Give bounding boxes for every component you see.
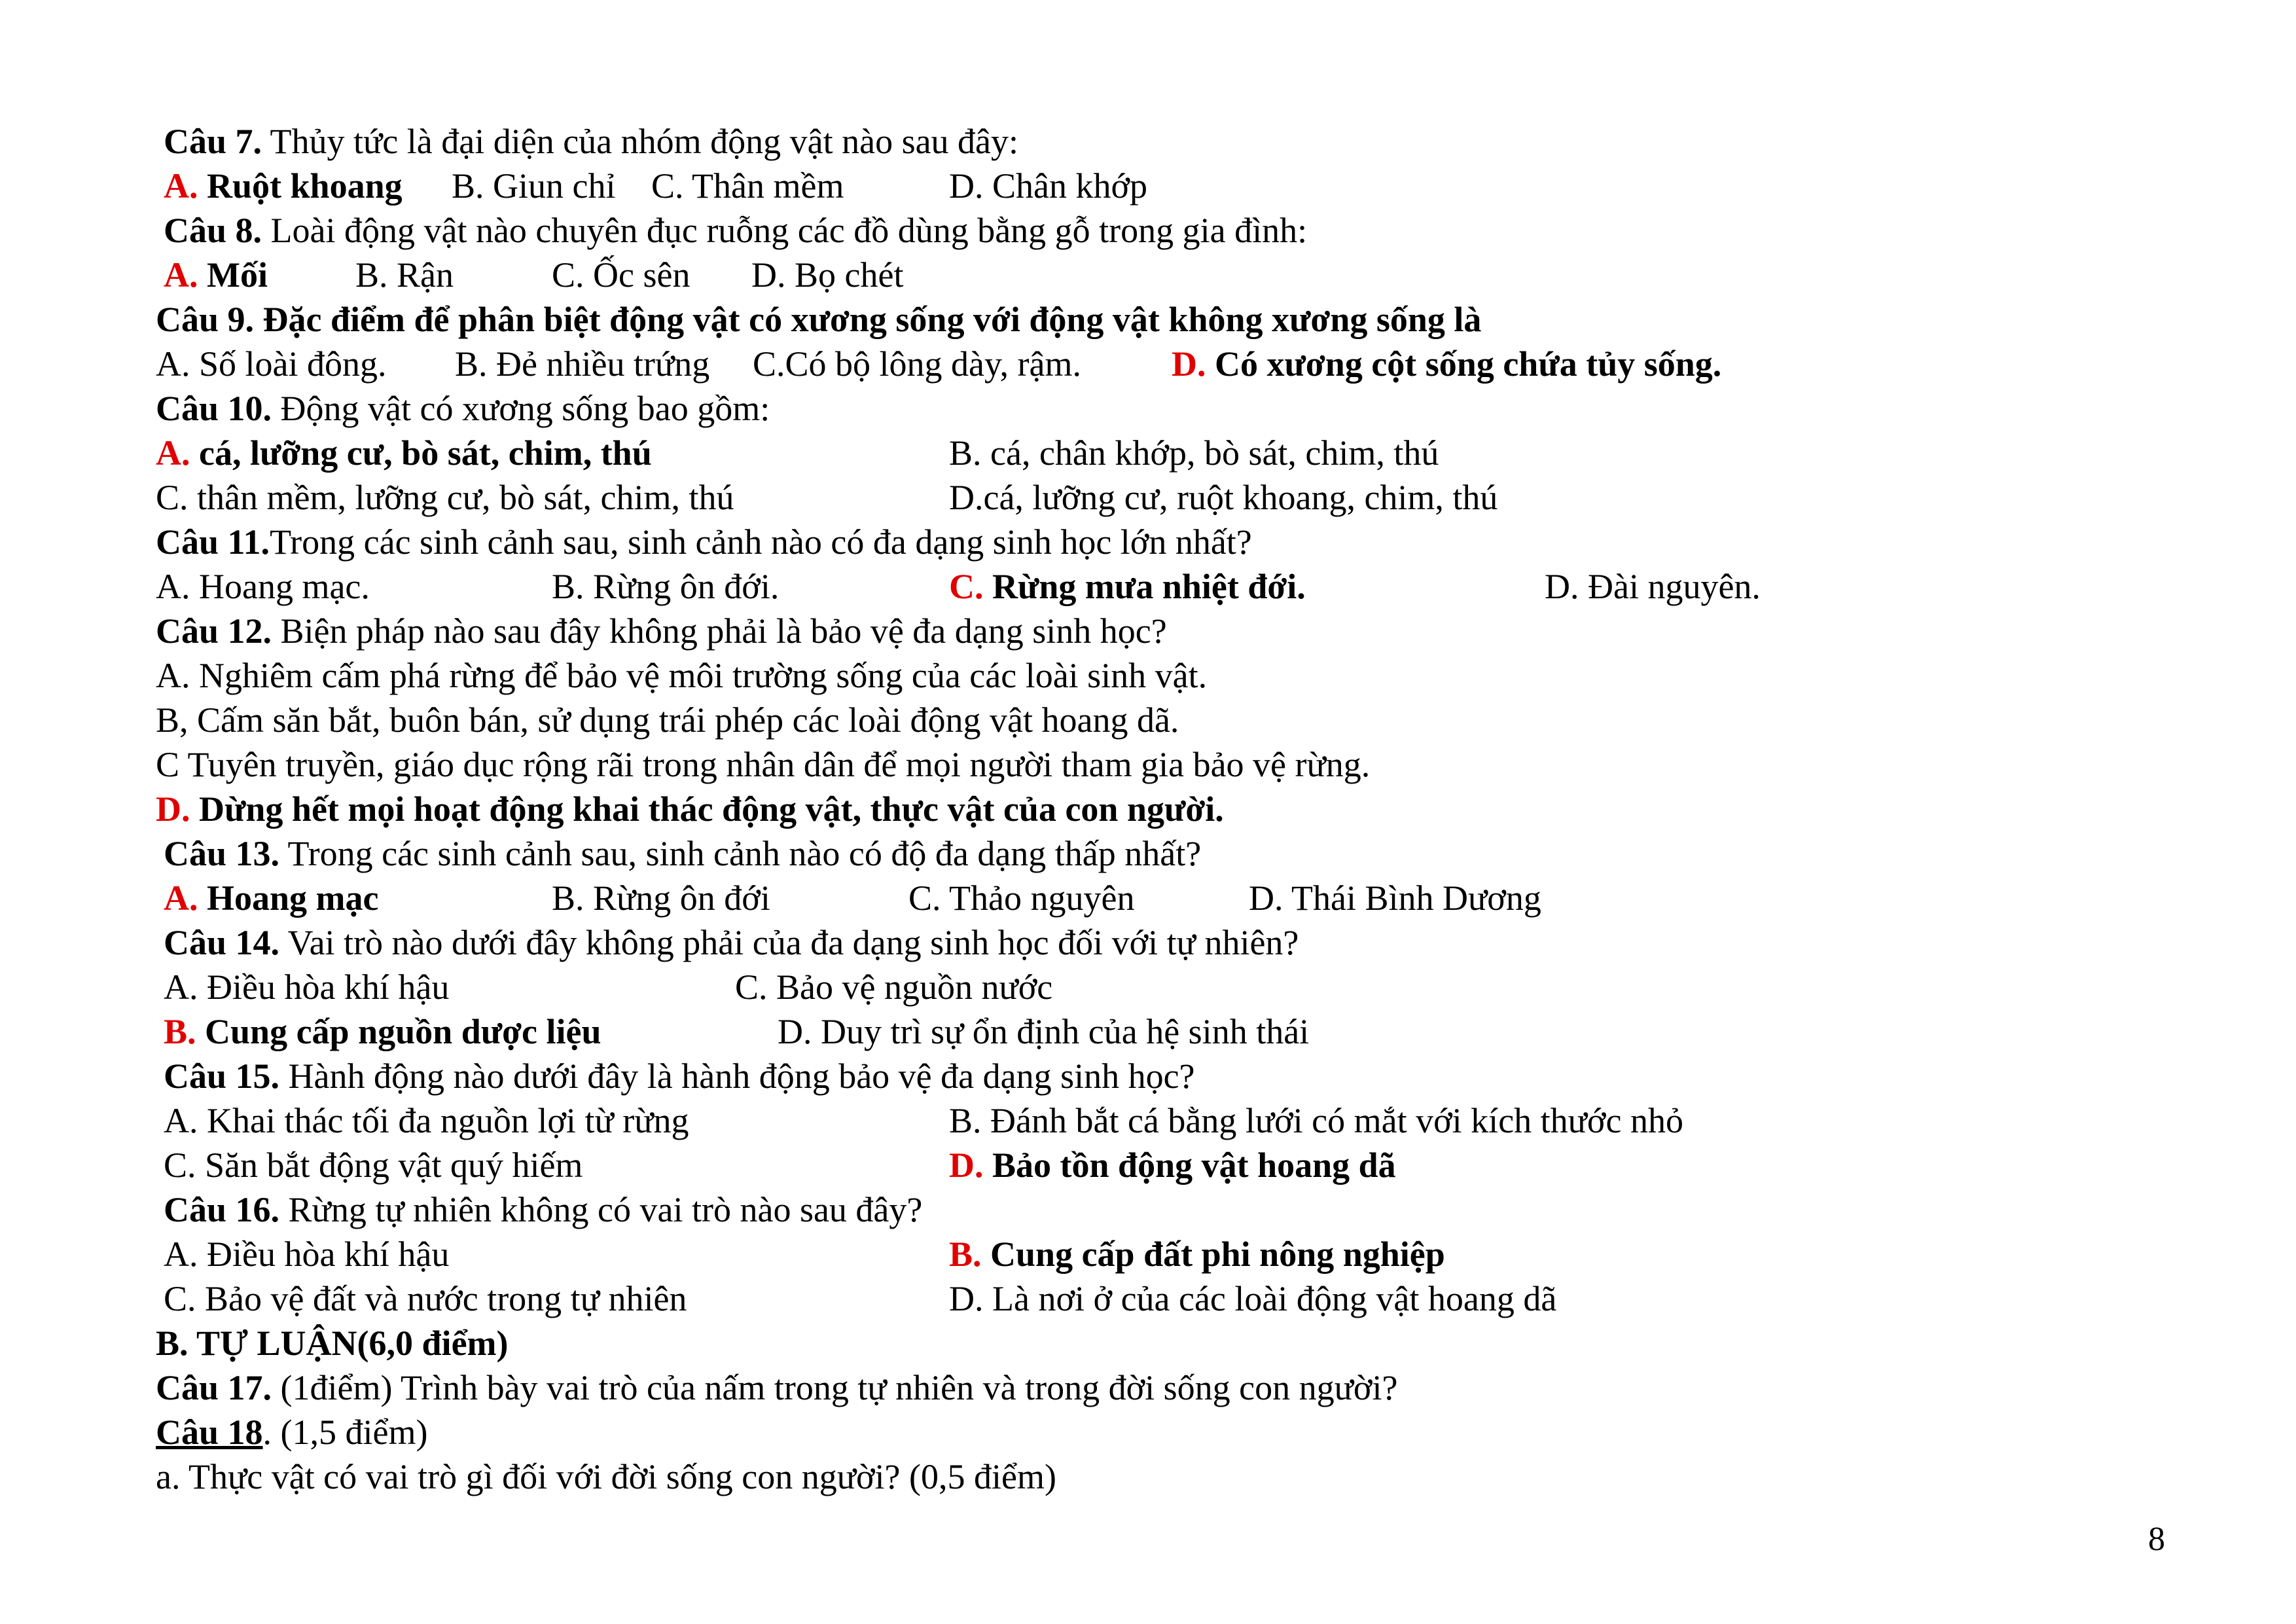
option-b xyxy=(164,1009,601,1054)
option-a: A. Điều hòa khí hậu xyxy=(164,1235,450,1274)
question-16-options-row2 xyxy=(0,1276,2296,1321)
option-a: A. Khai thác tối đa nguồn lợi từ rừng xyxy=(164,1101,689,1140)
question-10-label: Câu 10. xyxy=(156,389,272,428)
question-17 xyxy=(156,1365,1397,1410)
option-d xyxy=(949,1143,1396,1187)
option-a xyxy=(164,876,379,920)
answer-letter: A. xyxy=(156,433,190,473)
option-b: B. Rừng ôn đới xyxy=(552,878,770,918)
option-c: C. Săn bắt động vật quý hiếm xyxy=(164,1146,583,1185)
question-18-text: . (1,5 điểm) xyxy=(262,1413,428,1452)
question-14-label: Câu 14. xyxy=(164,923,280,962)
answer-letter: A. xyxy=(164,166,198,206)
question-14 xyxy=(164,920,1299,965)
option-b: B. Rừng ôn đới. xyxy=(552,567,780,606)
question-7 xyxy=(164,119,1018,164)
option-c: C. Bảo vệ đất và nước trong tự nhiên xyxy=(164,1279,687,1318)
answer-letter: B. xyxy=(164,1012,196,1051)
question-16-label: Câu 16. xyxy=(164,1190,280,1229)
question-13-text: Trong các sinh cảnh sau, sinh cảnh nào có độ đa dạng thấp nhất? xyxy=(279,834,1202,873)
question-8-options xyxy=(0,253,2296,297)
option-a xyxy=(164,164,403,208)
question-9-options xyxy=(0,342,2296,386)
option-d: D. Thái Bình Dương xyxy=(1249,878,1541,918)
answer-letter: B. xyxy=(949,1235,982,1274)
question-18 xyxy=(156,1410,427,1454)
answer-text: Rừng mưa nhiệt đới. xyxy=(983,567,1306,606)
option-d: D.cá, lưỡng cư, ruột khoang, chim, thú xyxy=(949,478,1498,517)
answer-text: cá, lưỡng cư, bò sát, chim, thú xyxy=(190,433,652,473)
question-7-options xyxy=(0,164,2296,208)
page-number: 8 xyxy=(2148,1521,2165,1558)
option-d: D. Là nơi ở của các loài động vật hoang dã xyxy=(949,1279,1557,1318)
question-12-text: Biện pháp nào sau đây không phải là bảo vệ đa dạng sinh học? xyxy=(272,611,1167,651)
option-a: A. Số loài đông. xyxy=(156,344,387,384)
answer-letter: A. xyxy=(164,255,198,295)
option-b: B, Cấm săn bắt, buôn bán, sử dụng trái phép các loài động vật hoang dã. xyxy=(156,700,1179,740)
option-d xyxy=(156,787,1224,831)
question-12-label: Câu 12. xyxy=(156,611,272,651)
answer-text: Mối xyxy=(198,255,268,295)
answer-text: Cung cấp nguồn dược liệu xyxy=(196,1012,601,1051)
answer-letter: D. xyxy=(1172,344,1206,384)
question-11-text: Trong các sinh cảnh sau, sinh cảnh nào có đa dạng sinh học lớn nhất? xyxy=(270,522,1252,562)
option-b: B. cá, chân khớp, bò sát, chim, thú xyxy=(949,433,1439,473)
question-16-text: Rừng tự nhiên không có vai trò nào sau đây? xyxy=(279,1190,923,1229)
answer-text: Bảo tồn động vật hoang dã xyxy=(983,1146,1396,1185)
question-14-text: Vai trò nào dưới đây không phải của đa dạng sinh học đối với tự nhiên? xyxy=(279,923,1299,962)
question-10-text: Động vật có xương sống bao gồm: xyxy=(272,389,770,428)
answer-text: Có xương cột sống chứa tủy sống. xyxy=(1206,344,1722,384)
option-a xyxy=(156,431,652,475)
answer-text: Cung cấp đất phi nông nghiệp xyxy=(981,1235,1445,1274)
question-15-label: Câu 15. xyxy=(164,1056,280,1096)
question-8-label: Câu 8. xyxy=(164,211,262,250)
question-10-options-row1 xyxy=(0,431,2296,475)
question-13-label: Câu 13. xyxy=(164,834,280,873)
question-13-options xyxy=(0,876,2296,920)
question-16 xyxy=(164,1187,922,1232)
question-15-options-row2 xyxy=(0,1143,2296,1187)
option-d: D. Chân khớp xyxy=(949,166,1148,206)
option-b: B. Rận xyxy=(355,255,454,295)
option-d: D. Duy trì sự ổn định của hệ sinh thái xyxy=(778,1012,1310,1051)
option-d xyxy=(1172,342,1721,386)
option-d: D. Đài nguyên. xyxy=(1545,567,1761,606)
option-a: A. Điều hòa khí hậu xyxy=(164,967,450,1007)
option-a: A. Nghiêm cấm phá rừng để bảo vệ môi trường sống của các loài sinh vật. xyxy=(156,656,1208,695)
question-12 xyxy=(156,609,1167,653)
question-18-label: Câu 18 xyxy=(156,1413,263,1452)
question-7-label: Câu 7. xyxy=(164,122,262,161)
question-7-text: Thủy tức là đại diện của nhóm động vật nào sau đây: xyxy=(262,122,1019,161)
question-15 xyxy=(164,1054,1195,1098)
option-a: A. Hoang mạc. xyxy=(156,567,370,606)
option-c: C. Ốc sên xyxy=(552,255,691,295)
answer-text: Dừng hết mọi hoạt động khai thác động vật, thực vật của con người. xyxy=(190,789,1224,829)
option-c xyxy=(949,564,1306,609)
question-13 xyxy=(164,831,1201,876)
question-9: Câu 9. Đặc điểm để phân biệt động vật có xương sống với động vật không xương sống là xyxy=(156,300,1482,339)
question-11-label: Câu 11. xyxy=(156,522,270,562)
answer-text: Hoang mạc xyxy=(198,878,379,918)
answer-letter: D. xyxy=(949,1146,984,1185)
section-b-heading: B. TỰ LUẬN(6,0 điểm) xyxy=(156,1324,509,1363)
option-b: B. Đánh bắt cá bằng lưới có mắt với kích thước nhỏ xyxy=(949,1101,1683,1140)
answer-letter: D. xyxy=(156,789,190,829)
option-c: C. Thân mềm xyxy=(651,166,844,206)
question-8-text: Loài động vật nào chuyên đục ruỗng các đồ dùng bằng gỗ trong gia đình: xyxy=(262,211,1308,250)
question-15-text: Hành động nào dưới đây là hành động bảo vệ đa dạng sinh học? xyxy=(279,1056,1195,1096)
option-b: B. Giun chỉ xyxy=(452,166,616,206)
option-d: D. Bọ chét xyxy=(751,255,904,295)
question-14-options-row1 xyxy=(0,965,2296,1009)
option-a xyxy=(164,253,268,297)
question-11 xyxy=(156,520,1252,564)
option-b: B. Đẻ nhiều trứng xyxy=(455,344,710,384)
question-10 xyxy=(156,386,770,431)
option-c: C.Có bộ lông dày, rậm. xyxy=(753,344,1081,384)
question-15-options-row1 xyxy=(0,1098,2296,1143)
question-11-options xyxy=(0,564,2296,609)
question-14-options-row2 xyxy=(0,1009,2296,1054)
question-16-options-row1 xyxy=(0,1232,2296,1276)
answer-text: Ruột khoang xyxy=(198,166,403,206)
answer-letter: C. xyxy=(949,567,984,606)
option-c: C Tuyên truyền, giáo dục rộng rãi trong nhân dân để mọi người tham gia bảo vệ rừng. xyxy=(156,745,1371,784)
answer-letter: A. xyxy=(164,878,198,918)
option-c: C. Bảo vệ nguồn nước xyxy=(735,967,1053,1007)
question-10-options-row2 xyxy=(0,475,2296,520)
question-8 xyxy=(164,208,1307,253)
option-c: C. thân mềm, lưỡng cư, bò sát, chim, thú xyxy=(156,478,734,517)
question-18-part-a: a. Thực vật có vai trò gì đối với đời sống con người? (0,5 điểm) xyxy=(156,1457,1056,1496)
question-17-label: Câu 17. xyxy=(156,1368,272,1407)
option-b xyxy=(949,1232,1445,1276)
question-17-text: (1điểm) Trình bày vai trò của nấm trong tự nhiên và trong đời sống con người? xyxy=(272,1368,1398,1407)
option-c: C. Thảo nguyên xyxy=(908,878,1135,918)
